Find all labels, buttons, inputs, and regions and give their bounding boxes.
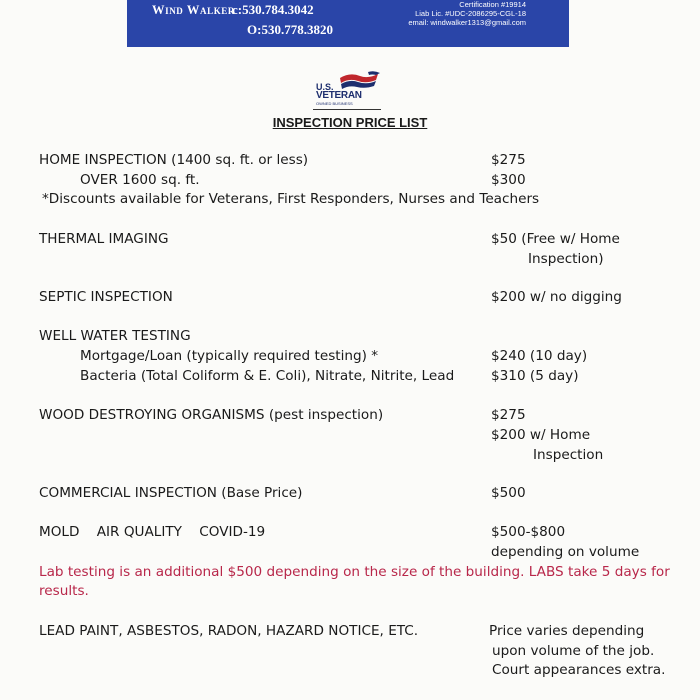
commercial-price: $500 — [491, 485, 526, 501]
well-bacteria-label: Bacteria (Total Coliform & E. Coli), Nitrate, Nitrite, Lead — [80, 368, 455, 384]
wood-destroying-price: $275 — [491, 407, 526, 423]
thermal-label: THERMAL IMAGING — [39, 231, 169, 247]
mold-price-note: depending on volume — [491, 544, 640, 560]
well-mortgage-label: Mortgage/Loan (typically required testing) * — [80, 348, 379, 364]
wood-destroying-price-cont: Inspection — [533, 447, 604, 463]
email-address: email: windwalker1313@gmail.com — [408, 18, 526, 27]
business-name: Wind Walker — [152, 3, 236, 17]
cell-phone: c:530.784.3042 — [232, 2, 314, 17]
commercial-label: COMMERCIAL INSPECTION (Base Price) — [39, 485, 303, 501]
septic-price: $200 w/ no digging — [491, 289, 622, 305]
thermal-price: $50 (Free w/ Home — [491, 231, 620, 247]
logo-line-owned: OWNED BUSINESS — [316, 101, 353, 106]
home-over-label: OVER 1600 sq. ft. — [80, 172, 200, 188]
septic-label: SEPTIC INSPECTION — [39, 289, 173, 305]
discount-note: *Discounts available for Veterans, First Responders, Nurses and Teachers — [42, 191, 540, 207]
lead-paint-price-cont: upon volume of the job. — [492, 643, 655, 659]
mold-price: $500-$800 — [491, 524, 566, 540]
certification-number: Certification #19914 — [459, 0, 526, 9]
thermal-price-cont: Inspection) — [528, 251, 604, 267]
well-water-label: WELL WATER TESTING — [39, 328, 191, 344]
office-phone: O:530.778.3820 — [247, 22, 333, 37]
home-inspection-price: $275 — [491, 152, 526, 168]
wood-destroying-label: WOOD DESTROYING ORGANISMS (pest inspection) — [39, 407, 384, 423]
mold-label: MOLD AIR QUALITY COVID-19 — [39, 524, 266, 540]
court-appearances-note: Court appearances extra. — [492, 662, 666, 678]
well-bacteria-price: $310 (5 day) — [491, 368, 579, 384]
lead-paint-price: Price varies depending — [489, 623, 645, 639]
lab-testing-note-cont: results. — [39, 583, 89, 599]
lead-paint-label: LEAD PAINT, ASBESTOS, RADON, HAZARD NOTICE, ETC. — [39, 623, 419, 639]
page-title: INSPECTION PRICE LIST — [272, 115, 428, 130]
certification-block — [408, 0, 526, 27]
logo-line-us: U.S. — [316, 82, 334, 92]
liability-license: Liab Lic. #UDC-2086295-CGL-18 — [415, 9, 526, 18]
well-mortgage-price: $240 (10 day) — [491, 348, 588, 364]
logo-divider — [313, 109, 381, 110]
home-over-price: $300 — [491, 172, 526, 188]
home-inspection-label: HOME INSPECTION (1400 sq. ft. or less) — [39, 152, 309, 168]
lab-testing-note: Lab testing is an additional $500 depending on the size of the building. LABS take 5 days for — [39, 564, 670, 580]
veteran-logo — [316, 70, 382, 112]
logo-line-veteran: VETERAN — [316, 90, 362, 101]
contact-banner — [127, 0, 569, 47]
wood-destroying-price-home: $200 w/ Home — [491, 427, 591, 443]
